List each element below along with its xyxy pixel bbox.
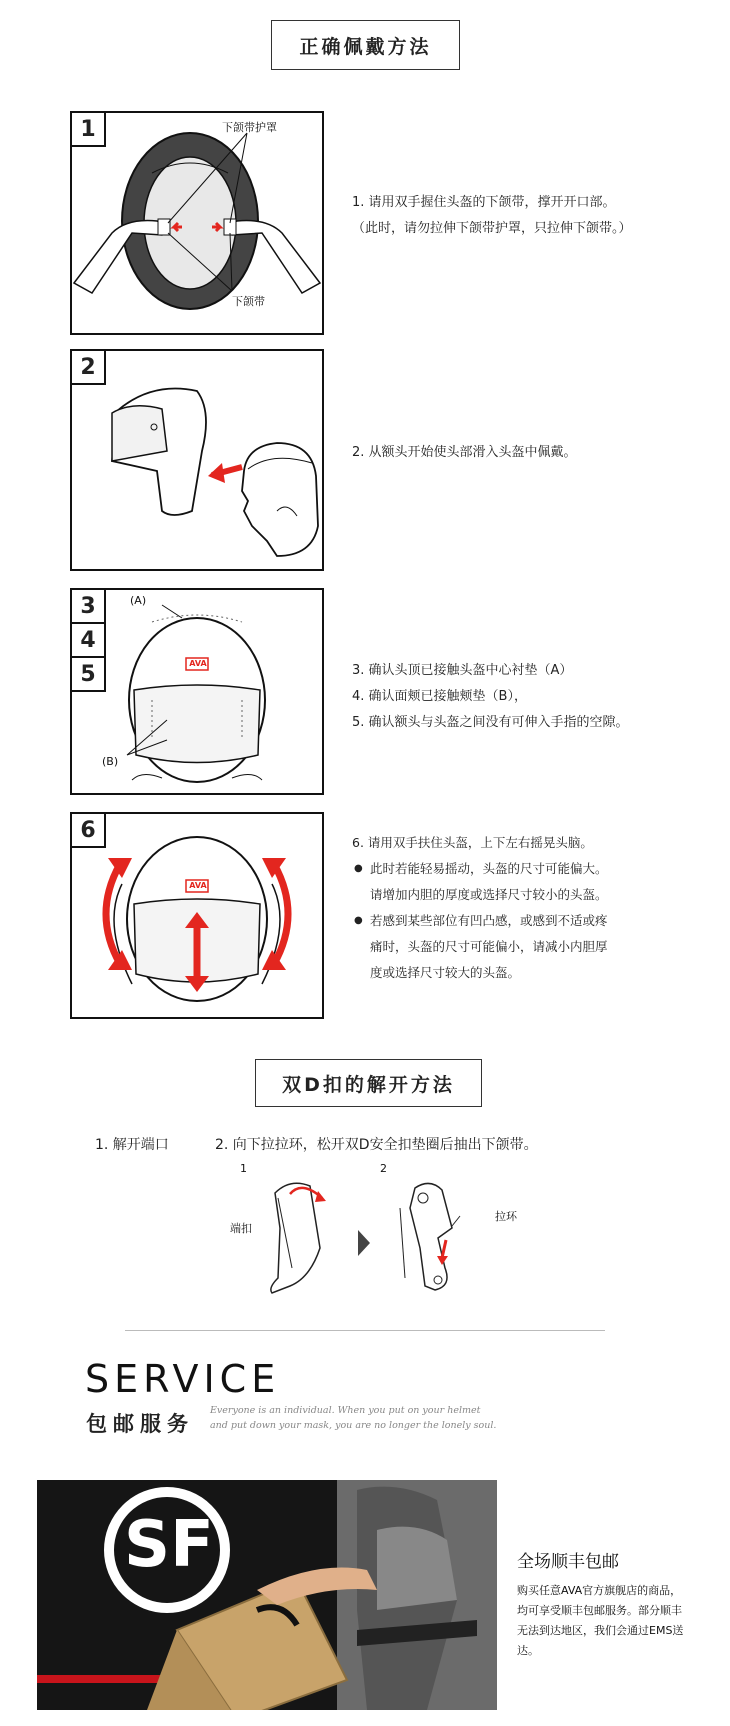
sf-photo-illustration (37, 1480, 497, 1710)
chin-strap-label: 下颌带 (232, 295, 265, 308)
step-5-number (72, 658, 106, 692)
step-2-panel (70, 349, 324, 571)
instruction-line: 4. 确认面颊已接触颊垫（B）， (352, 689, 527, 704)
step-number-text: 5 (80, 661, 96, 687)
bullet-line: ● 此时若能轻易摇动，头盔的尺寸可能偏大。 (352, 856, 608, 882)
instruction-line: 5. 确认额头与头盔之间没有可伸入手指的空隙。 (352, 715, 629, 730)
fig2-number: 2 (380, 1162, 387, 1175)
bullet-line: 度或选择尺寸较大的头盔。 (370, 965, 521, 980)
bullet-line: ● 若感到某些部位有凹凸感，或感到不适或疼 (352, 908, 608, 934)
ava-logo: AVA (189, 659, 207, 668)
dring-figures (220, 1162, 540, 1308)
bullet-line: 请增加内胆的厚度或选择尺寸较小的头盔。 (370, 887, 608, 902)
bullet-line: 痛时，头盔的尺寸可能偏小，请减小内胆厚 (370, 939, 608, 954)
fig2-label: 拉环 (495, 1210, 517, 1223)
service-quote: Everyone is an individual. When you put on your helmet and put down your mask, you are no longer the lonely soul. (210, 1405, 497, 1431)
step-6-illustration (72, 814, 322, 1017)
step-number-text: 4 (80, 627, 96, 653)
fig1-number: 1 (240, 1162, 247, 1175)
ava-logo: AVA (189, 881, 207, 890)
instruction-line: （此时，请勿拉伸下颌带护罩，只拉伸下颌带。） (352, 221, 632, 236)
instruction-line: 2. 从额头开始使头部滑入头盔中佩戴。 (352, 445, 577, 460)
step-345-instructions (352, 658, 629, 736)
chin-strap-cover-label: 下颌带护罩 (222, 121, 277, 134)
step-4-number (72, 624, 106, 658)
step-2-instructions (352, 440, 577, 466)
step-2-number (72, 351, 106, 385)
label-b: (B) (102, 755, 119, 768)
dring-illustration (220, 1168, 540, 1308)
label-a: (A) (130, 594, 147, 607)
section-title-text: 正确佩戴方法 (299, 35, 432, 58)
dring-step-2: 2. 向下拉拉环，松开双D安全扣垫圈后抽出下颌带。 (215, 1137, 538, 1153)
step-number-text: 1 (80, 116, 96, 142)
divider (125, 1330, 605, 1331)
dring-step-1: 1. 解开端口 (95, 1137, 169, 1153)
step-number-text: 6 (80, 817, 96, 843)
step-6-number (72, 814, 106, 848)
step-1-panel (70, 111, 324, 335)
shipping-title: 全场顺丰包邮 (517, 1552, 619, 1572)
shipping-text: 购买任意AVA官方旗舰店的商品，均可享受顺丰包邮服务。部分顺丰无法到达地区，我们会通过EMS送达。 (517, 1584, 684, 1657)
instruction-line: 1. 请用双手握住头盔的下颌带，撑开开口部。 (352, 195, 616, 210)
step-1-instructions (352, 190, 632, 242)
sf-courier-photo (37, 1480, 497, 1710)
step-number-text: 2 (80, 354, 96, 380)
fig1-label: 端扣 (230, 1222, 252, 1235)
service-heading: SERVICE (85, 1357, 281, 1401)
section-title-text: 双D扣的解开方法 (282, 1073, 455, 1096)
step-6-instructions (352, 830, 608, 986)
instruction-line: 6. 请用双手扶住头盔，上下左右摇晃头脑。 (352, 835, 593, 850)
service-subheading: 包邮服务 (86, 1412, 194, 1436)
step-1-number (72, 113, 106, 147)
step-2-illustration (72, 351, 322, 569)
instruction-line: 3. 确认头顶已接触头盔中心衬垫（A） (352, 663, 573, 678)
sf-logo: SF (124, 1508, 214, 1582)
step-345-panel (70, 588, 324, 795)
section-title-wearing (271, 20, 460, 70)
step-6-panel (70, 812, 324, 1019)
step-3-number (72, 590, 106, 624)
section-title-dring (255, 1059, 482, 1107)
step-1-illustration (72, 113, 322, 333)
step-number-text: 3 (80, 593, 96, 619)
